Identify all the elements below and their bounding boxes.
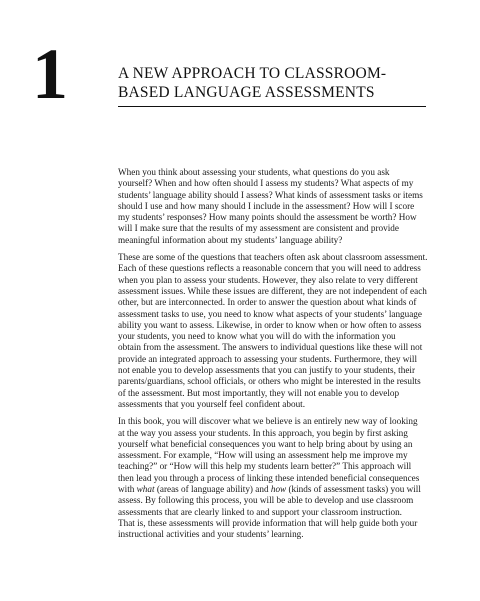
body-paragraph — [118, 416, 436, 540]
text-line: when you plan to assess your students. However, they also relate to very different — [118, 274, 418, 285]
text-line: ability you want to assess. Likewise, in order to know when or how often to assess — [118, 319, 422, 330]
text-line: That is, these assessments will provide information that will help guide both your — [118, 517, 418, 528]
text-line: In this book, you will discover what we believe is an entirely new way of looking — [118, 416, 418, 427]
text-line: should I use and how many should I include in the assessment? How will I score — [118, 200, 415, 211]
text-line: assess. By following this process, you will be able to develop and use classroom — [118, 495, 414, 506]
text-line: at the way you assess your students. In this approach, you begin by first asking — [118, 427, 408, 438]
text-line: assessments that you yourself feel confident about. — [118, 398, 306, 409]
text-line: Each of these questions reflects a reasonable concern that you will need to address — [118, 263, 421, 274]
chapter-title-line: BASED LANGUAGE ASSESSMENTS — [118, 84, 375, 101]
text-line: not enable you to develop assessments that you can justify to your students, their — [118, 365, 416, 376]
text-line: parents/guardians, school officials, or others who might be interested in the results — [118, 376, 421, 387]
text-line: students’ language ability should I assess? What kinds of assessment tasks or items — [118, 189, 423, 200]
body-paragraph — [118, 252, 436, 410]
text-line: assessment tasks to use, you need to know what aspects of your students’ language — [118, 308, 422, 319]
text-line: will I make sure that the results of my assessment are consistent and provide — [118, 223, 399, 234]
text-line: with what (areas of language ability) and how (kinds of assessment tasks) you will — [118, 484, 421, 495]
chapter-title-line: A NEW APPROACH TO CLASSROOM- — [118, 65, 387, 82]
chapter-title — [118, 64, 438, 102]
chapter-body — [118, 167, 436, 547]
body-paragraph — [118, 167, 436, 246]
text-line: then lead you through a process of linking these intended beneficial consequences — [118, 472, 420, 483]
text-line: other, but are interconnected. In order to answer the question about what kinds of — [118, 297, 417, 308]
text-line: assessment. For example, “How will using an assessment help me improve my — [118, 450, 408, 461]
text-line: obtain from the assessment. The answers to individual questions like these will not — [118, 342, 423, 353]
text-line: my students’ responses? How many points should the assessment be worth? How — [118, 212, 417, 223]
text-line: your students, you need to know what you will do with the information you — [118, 331, 396, 342]
text-line: yourself what beneficial consequences you want to help bring about by using an — [118, 438, 413, 449]
text-line: When you think about assessing your students, what questions do you ask — [118, 167, 390, 177]
text-line: of the assessment. But most importantly, they will not enable you to develop — [118, 387, 400, 398]
title-divider — [118, 106, 426, 107]
text-line: assessments that are clearly linked to and support your classroom instruction. — [118, 506, 402, 517]
text-line: meaningful information about my students’ language ability? — [118, 234, 343, 245]
text-line: provide an integrated approach to assessing your students. Furthermore, they will — [118, 353, 418, 364]
text-line: teaching?” or “How will this help my students learn better?” This approach will — [118, 461, 412, 472]
chapter-number: 1 — [32, 34, 68, 114]
text-line: instructional activities and your students’ learning. — [118, 529, 304, 540]
text-line: yourself? When and how often should I assess my students? What aspects of my — [118, 178, 414, 189]
text-line: These are some of the questions that teachers often ask about classroom assessment. — [118, 252, 428, 263]
text-line: assessment issues. While these issues are different, they are not independent of each — [118, 285, 427, 296]
